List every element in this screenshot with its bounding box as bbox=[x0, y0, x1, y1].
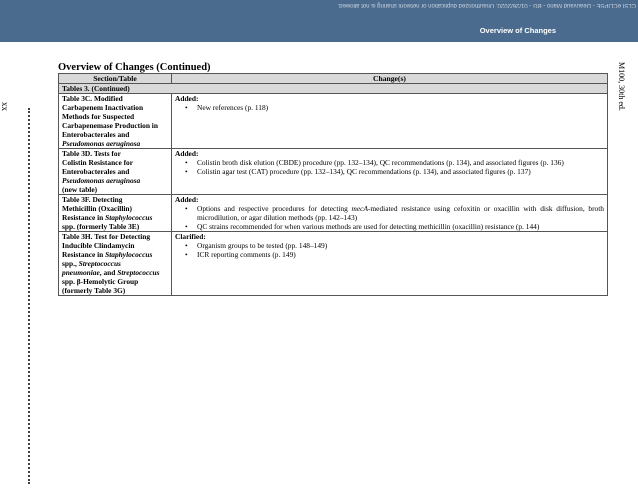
change-item: • Colistin agar test (CAT) procedure (pp. 132–134), QC recommendations (p. 134), and associated figures (p. 137) bbox=[185, 167, 604, 176]
section-cell bbox=[59, 94, 172, 149]
change-text: -mediated resistance using cefoxitin or oxacillin with disk diffusion, broth microdilution, or agar dilution methods (pp. 142–143) bbox=[197, 204, 604, 222]
section-text-italic: pneumoniae bbox=[62, 268, 100, 277]
section-cell bbox=[59, 195, 172, 232]
change-item bbox=[185, 222, 604, 231]
section-line: Methods for Suspected bbox=[62, 112, 135, 121]
change-item: • New references (p. 118) bbox=[185, 103, 604, 112]
column-header-section: Section/Table bbox=[59, 74, 172, 84]
section-line: Carbapenem Inactivation bbox=[62, 103, 144, 112]
change-kind: Added: bbox=[175, 149, 199, 158]
section-line: Inducible Clindamycin bbox=[62, 241, 135, 250]
section-line: (formerly Table 3G) bbox=[62, 286, 126, 295]
section-line: spp. (formerly Table 3E) bbox=[62, 222, 140, 231]
section-text-italic: Streptococcus bbox=[117, 268, 160, 277]
changes-cell bbox=[172, 232, 608, 296]
section-line: Enterobacterales and bbox=[62, 130, 130, 139]
section-text: spp., bbox=[62, 259, 79, 268]
section-text: Resistance in bbox=[62, 250, 106, 259]
change-list bbox=[175, 158, 604, 176]
page-heading: Overview of Changes (Continued) bbox=[58, 62, 211, 73]
column-header-changes: Change(s) bbox=[172, 74, 608, 84]
section-line: Methicillin (Oxacillin) bbox=[62, 204, 132, 213]
change-item: • Colistin broth disk elution (CBDE) procedure (pp. 132–134), QC recommendations (p. 134), and associated figures (p. 136) bbox=[185, 158, 604, 167]
section-line: Carbapenemase Production in bbox=[62, 121, 158, 130]
changes-table bbox=[58, 73, 608, 296]
section-line: Pseudomonas aeruginosa bbox=[62, 176, 141, 185]
section-text-italic: Staphylococcus bbox=[105, 250, 153, 259]
document-edition-reference: M100, 30th ed. bbox=[617, 62, 626, 111]
section-line bbox=[62, 268, 168, 277]
change-item: • Organism groups to be tested (pp. 148–149) bbox=[185, 241, 604, 250]
dotted-margin-line bbox=[28, 108, 30, 484]
section-line: Colistin Resistance for bbox=[62, 158, 134, 167]
section-line: Enterobacterales and bbox=[62, 167, 130, 176]
change-kind: Added: bbox=[175, 94, 199, 103]
change-list bbox=[175, 204, 604, 231]
section-line bbox=[62, 213, 168, 222]
change-text: QC strains recommended for when various methods are used for detecting methicillin (oxacillin) resistance (p. 144) bbox=[197, 222, 540, 231]
change-item bbox=[185, 204, 604, 222]
table-subheader-row bbox=[59, 84, 608, 94]
top-banner bbox=[0, 0, 638, 42]
change-kind: Added: bbox=[175, 195, 199, 204]
section-line: Table 3F. Detecting bbox=[62, 195, 123, 204]
section-text-italic: Staphylococcus bbox=[105, 213, 153, 222]
section-cell bbox=[59, 232, 172, 296]
change-kind: Clarified: bbox=[175, 232, 206, 241]
banner-title: Overview of Changes bbox=[479, 26, 556, 35]
section-line: Table 3H. Test for Detecting bbox=[62, 232, 151, 241]
changes-cell bbox=[172, 149, 608, 195]
left-gutter bbox=[0, 42, 40, 493]
table-header-row bbox=[59, 74, 608, 84]
change-text-italic: mecA bbox=[351, 204, 368, 213]
changes-cell bbox=[172, 94, 608, 149]
table-row bbox=[59, 149, 608, 195]
section-cell bbox=[59, 149, 172, 195]
change-list bbox=[175, 103, 604, 112]
section-line bbox=[62, 250, 168, 259]
change-list bbox=[175, 241, 604, 259]
table-row bbox=[59, 195, 608, 232]
changes-cell bbox=[172, 195, 608, 232]
section-text: Resistance in bbox=[62, 213, 106, 222]
section-line bbox=[62, 259, 168, 268]
section-text-italic: Streptococcus bbox=[78, 259, 121, 268]
section-line: spp. β-Hemolytic Group bbox=[62, 277, 139, 286]
table-subheader: Tables 3. (Continued) bbox=[59, 84, 608, 94]
table-row bbox=[59, 94, 608, 149]
table-row bbox=[59, 232, 608, 296]
section-line: (new table) bbox=[62, 185, 98, 194]
section-line: Table 3C. Modified bbox=[62, 94, 123, 103]
change-item: • ICR reporting comments (p. 149) bbox=[185, 250, 604, 259]
page-number: xx bbox=[0, 102, 10, 111]
section-line: Table 3D. Tests for bbox=[62, 149, 121, 158]
change-text: Options and respective procedures for detecting bbox=[197, 204, 352, 213]
license-watermark: CLSI eCLIPSE - Deauvaud Mario - BG - 01/26/2020. Unauthorized duplication or network sharing is not allowed. bbox=[337, 2, 636, 8]
section-text: , and bbox=[99, 268, 118, 277]
section-line: Pseudomonas aeruginosa bbox=[62, 139, 141, 148]
